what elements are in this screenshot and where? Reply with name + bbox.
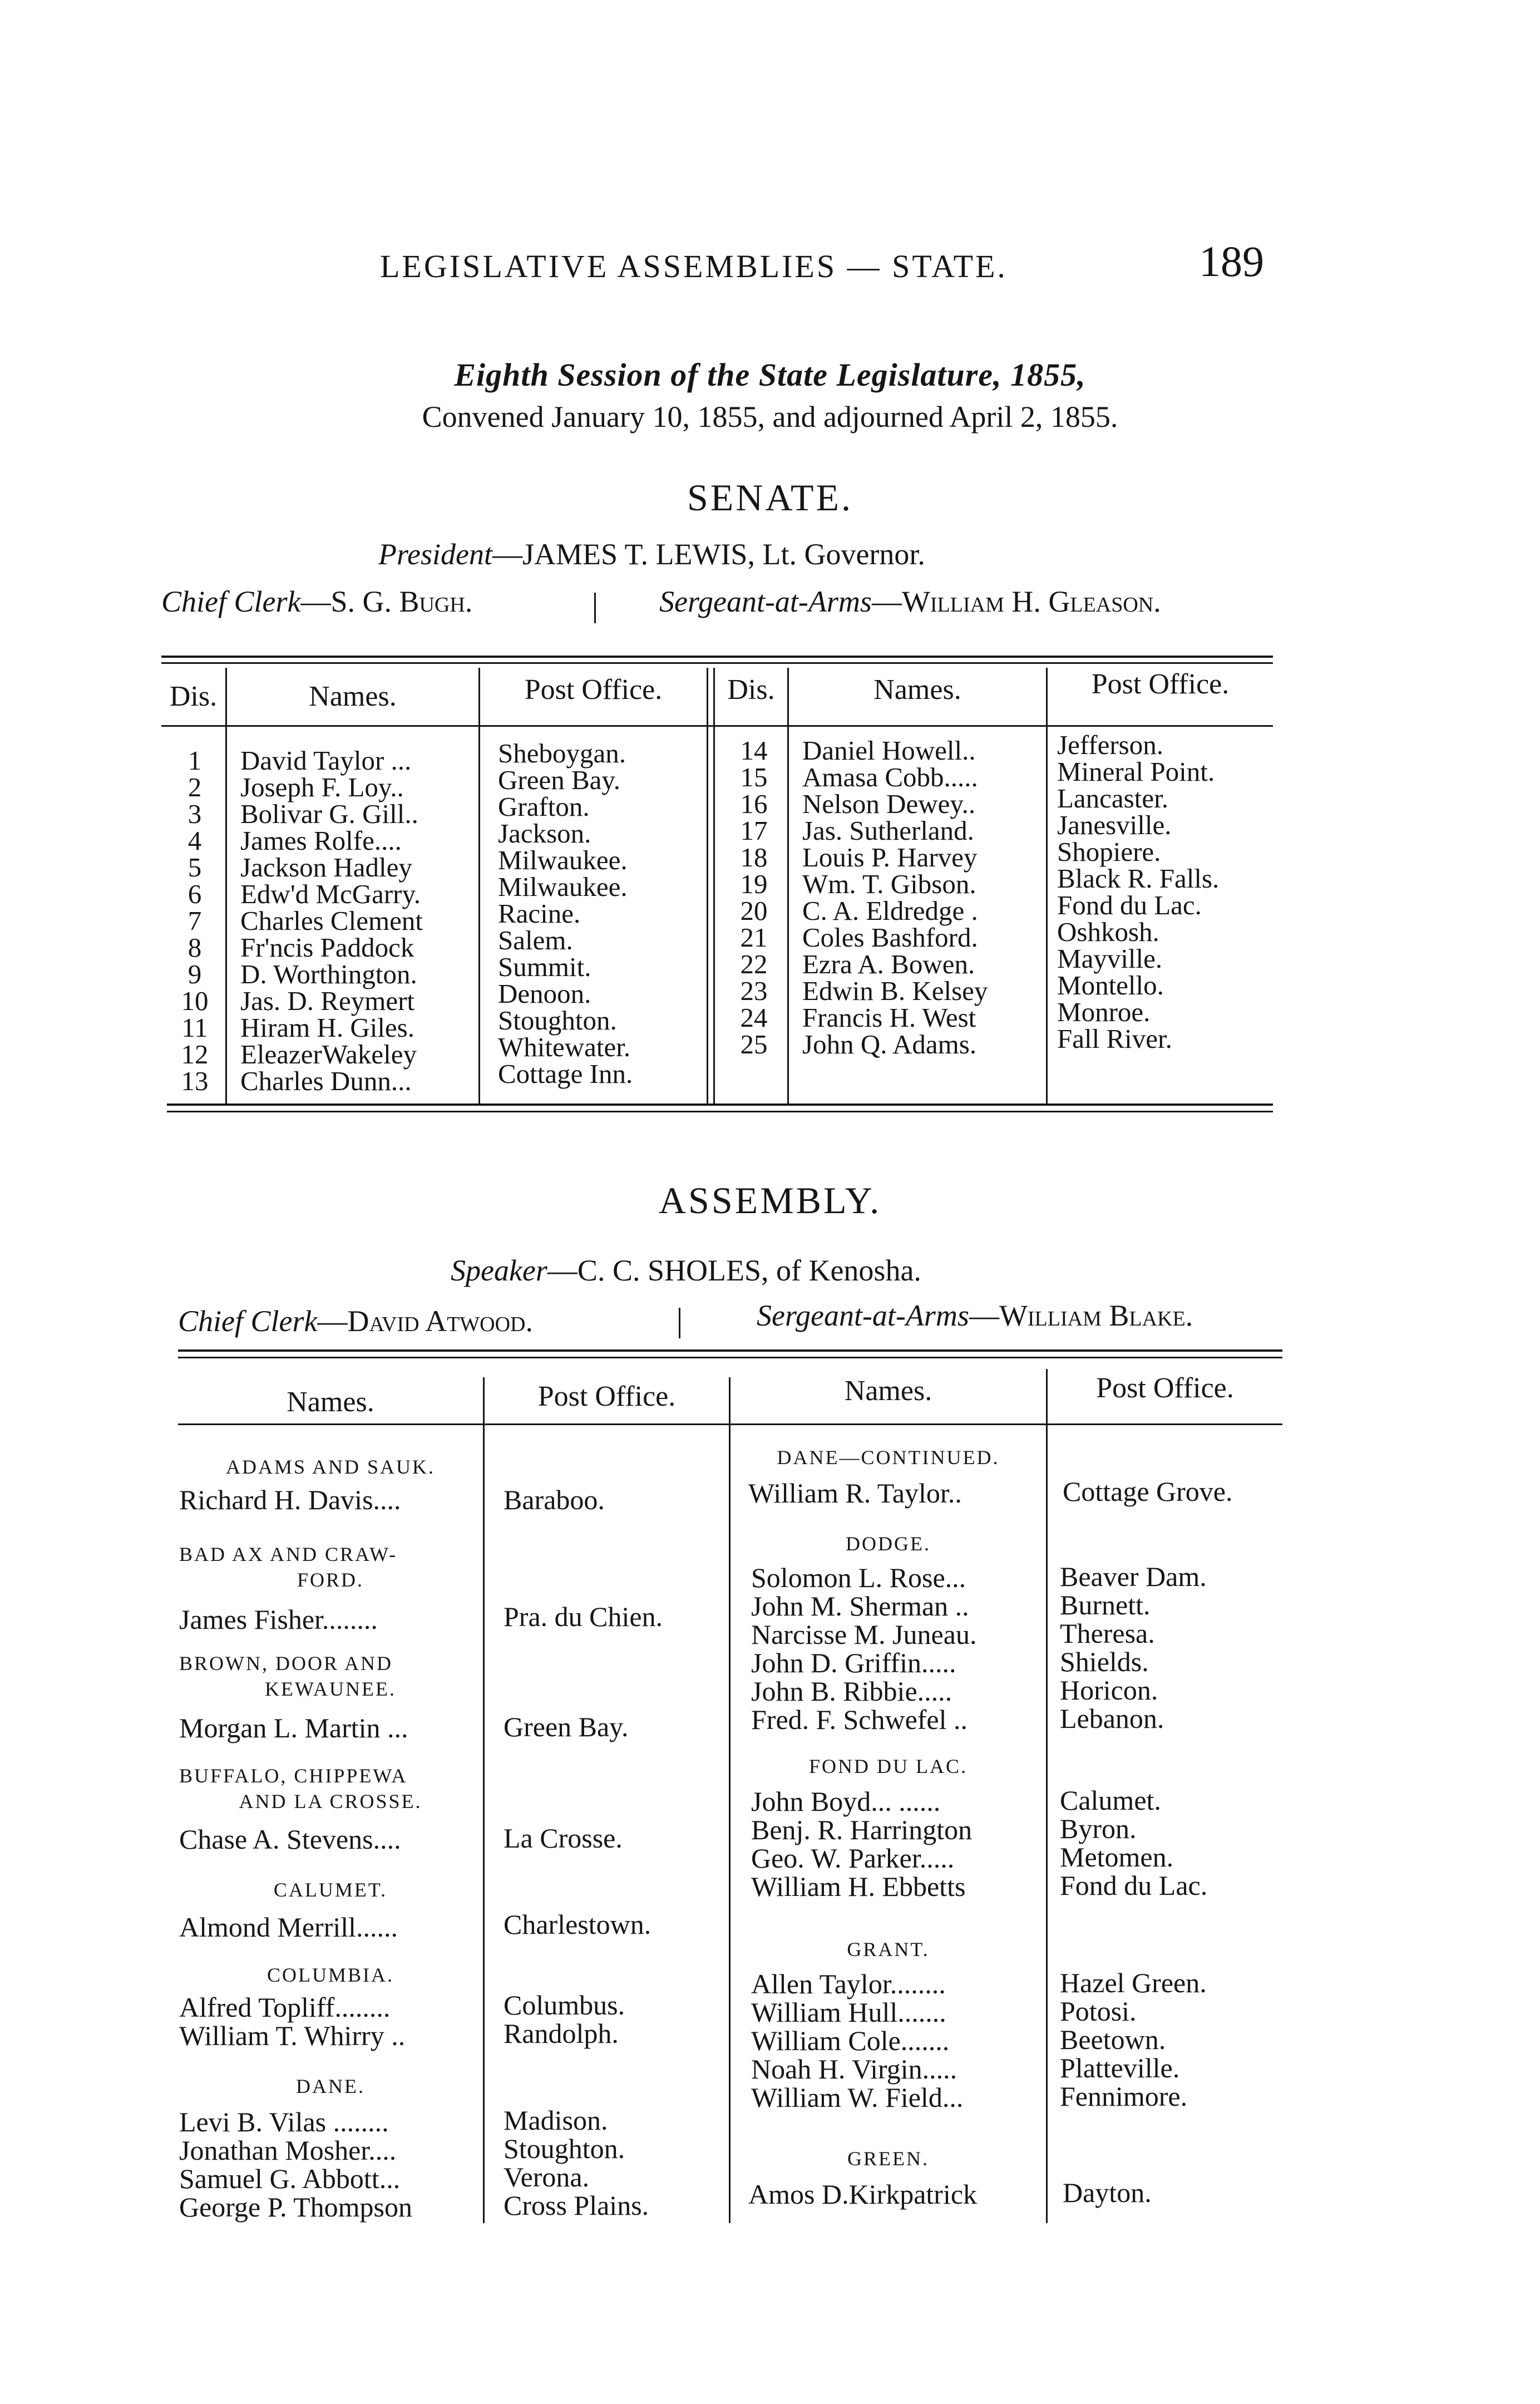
senate-header-names-2: Names. — [873, 674, 961, 706]
assembly-post-office: La Crosse. — [504, 1822, 623, 1854]
assembly-post-offices: Columbus. Randolph. — [504, 1989, 625, 2049]
assembly-post-offices: Beaver Dam. Burnett. Theresa. Shields. Horicon. Lebanon. — [1060, 1561, 1207, 1734]
assembly-members: Solomon L. Rose... John M. Sherman .. Narcisse M. Juneau. John D. Griffin..... John B. Ribbie..... Fred. F. Schwefel .. — [751, 1562, 977, 1735]
assembly-member: William R. Taylor.. — [748, 1477, 962, 1509]
assembly-col-rule — [729, 1377, 730, 2223]
county-heading: ADAMS AND SAUK. — [225, 1456, 436, 1478]
chief-clerk-value: —S. G. Bugh. — [300, 585, 473, 618]
assembly-post-office: Charlestown. — [504, 1909, 651, 1940]
officer-divider — [679, 1308, 680, 1338]
sergeant-label: Sergeant-at-Arms — [659, 585, 872, 618]
county-heading: COLUMBIA. — [266, 1964, 394, 1986]
senate-header-post-office-2: Post Office. — [1091, 668, 1230, 700]
assembly-header-names: Names. — [287, 1386, 374, 1418]
senate-heading: SENATE. — [687, 476, 853, 519]
senate-col-rule — [478, 668, 480, 1104]
assembly-members: Levi B. Vilas ........ Jonathan Mosher.... Samuel G. Abbott... George P. Thompson — [179, 2106, 412, 2223]
president-label: President — [378, 538, 492, 571]
assembly-post-office: Baraboo. — [504, 1484, 605, 1515]
senate-table-top-rule — [161, 656, 1273, 658]
senate-col-rule — [707, 668, 708, 1104]
county-heading: BAD AX AND CRAW- — [179, 1543, 398, 1565]
assembly-chief-clerk — [178, 1304, 533, 1338]
senate-header-dis: Dis. — [169, 681, 218, 712]
senate-header-post-office: Post Office. — [524, 674, 663, 706]
assembly-col-rule — [1046, 1369, 1048, 2223]
president-value: —JAMES T. LEWIS, Lt. Governor. — [492, 538, 925, 571]
county-heading: BUFFALO, CHIPPEWA — [179, 1765, 408, 1787]
senate-sergeant — [659, 584, 1161, 619]
assembly-member: Chase A. Stevens.... — [179, 1824, 401, 1855]
county-heading: DODGE. — [846, 1533, 931, 1555]
senate-table-bottom-rule — [167, 1104, 1273, 1106]
assembly-header-names-2: Names. — [844, 1375, 932, 1407]
county-heading: FOND DU LAC. — [808, 1755, 968, 1777]
senate-chief-clerk — [161, 584, 472, 619]
senate-col-rule — [225, 668, 227, 1104]
senate-header-dis-2: Dis. — [727, 674, 775, 706]
county-heading: GRANT. — [847, 1938, 930, 1960]
senate-right-dis: 14 15 16 17 18 19 20 21 22 23 24 25 — [740, 735, 768, 1060]
senate-header-names: Names. — [309, 681, 397, 712]
assembly-member: James Fisher........ — [179, 1604, 378, 1635]
senate-header-rule — [161, 725, 1273, 727]
session-title: Eighth Session of the State Legislature, 1855, — [454, 357, 1086, 393]
assembly-post-offices: Madison. Stoughton. Verona. Cross Plains. — [504, 2105, 649, 2221]
running-head: LEGISLATIVE ASSEMBLIES — STATE. — [380, 248, 1008, 284]
page-number: 189 — [1199, 237, 1264, 285]
senate-left-dis: 1 2 3 4 5 6 7 8 9 10 11 12 13 — [181, 745, 209, 1096]
speaker-value: —C. C. SHOLES, of Kenosha. — [547, 1254, 921, 1287]
assembly-members: Alfred Topliff........ William T. Whirry .. — [179, 1992, 406, 2051]
county-heading: BROWN, DOOR AND — [179, 1652, 393, 1674]
assembly-table-top-rule-2 — [178, 1357, 1282, 1358]
senate-right-names: Daniel Howell.. Amasa Cobb..... Nelson Dewey.. Jas. Sutherland. Louis P. Harvey Wm. T. Gibson. C. A. Eldredge . Coles Bashford. Ezra A. Bowen. Edwin B. Kelsey Francis H. West John Q. Adams. — [802, 735, 988, 1060]
senate-left-post-office: Sheboygan. Green Bay. Grafton. Jackson. Milwaukee. Milwaukee. Racine. Salem. Summit. Denoon. Stoughton. Whitewater. Cottage Inn. — [498, 738, 633, 1089]
senate-col-rule — [713, 668, 715, 1104]
assembly-post-office: Dayton. — [1063, 2177, 1152, 2208]
county-heading: FORD. — [297, 1569, 364, 1591]
assembly-post-office: Cottage Grove. — [1063, 1476, 1233, 1507]
county-heading: GREEN. — [847, 2147, 929, 2170]
county-heading: AND LA CROSSE. — [239, 1790, 422, 1812]
assembly-col-rule — [483, 1377, 485, 2223]
senate-table-bottom-rule-2 — [167, 1111, 1273, 1112]
assembly-sergeant — [757, 1298, 1193, 1333]
assembly-speaker — [451, 1253, 921, 1288]
officer-divider — [594, 593, 596, 623]
speaker-label: Speaker — [451, 1254, 547, 1287]
assembly-members: John Boyd... ...... Benj. R. Harrington Geo. W. Parker..... William H. Ebbetts — [751, 1786, 973, 1902]
senate-president — [378, 537, 925, 572]
senate-left-names: David Taylor ... Joseph F. Loy.. Bolivar G. Gill.. James Rolfe.... Jackson Hadley Edw'd McGarry. Charles Clement Fr'ncis Paddock D. Worthington. Jas. D. Reymert Hiram H. Giles. EleazerWakeley Charles Dunn... — [240, 745, 423, 1096]
county-heading: CALUMET. — [273, 1879, 388, 1901]
assembly-heading: ASSEMBLY. — [658, 1179, 882, 1221]
senate-col-rule — [1046, 668, 1048, 1104]
assembly-table-top-rule — [178, 1349, 1282, 1352]
county-heading: DANE—CONTINUED. — [777, 1446, 1000, 1469]
senate-table-top-rule-2 — [161, 662, 1273, 664]
chief-clerk-label: Chief Clerk — [161, 585, 301, 618]
senate-right-post-office: Jefferson. Mineral Point. Lancaster. Janesville. Shopiere. Black R. Falls. Fond du Lac. Oshkosh. Mayville. Montello. Monroe. Fall River. — [1057, 730, 1220, 1054]
assembly-member: Amos D.Kirkpatrick — [748, 2179, 978, 2210]
chief-clerk-label: Chief Clerk — [178, 1304, 318, 1338]
sergeant-value: —William Blake. — [969, 1299, 1193, 1332]
assembly-header-post-office: Post Office. — [537, 1381, 676, 1412]
county-heading: DANE. — [296, 2075, 365, 2097]
assembly-members: Allen Taylor........ William Hull....... William Cole....... Noah H. Virgin..... William W. Field... — [751, 1968, 964, 2113]
assembly-header-post-office-2: Post Office. — [1096, 1372, 1234, 1404]
assembly-post-office: Pra. du Chien. — [504, 1601, 663, 1632]
county-heading: KEWAUNEE. — [265, 1678, 396, 1700]
assembly-member: Richard H. Davis.... — [179, 1484, 401, 1515]
assembly-member: Morgan L. Martin ... — [179, 1712, 408, 1743]
sergeant-label: Sergeant-at-Arms — [757, 1299, 969, 1332]
assembly-post-offices: Calumet. Byron. Metomen. Fond du Lac. — [1060, 1785, 1208, 1901]
sergeant-value: —William H. Gleason. — [871, 585, 1161, 618]
assembly-member: Almond Merrill...... — [179, 1912, 398, 1943]
session-subtitle: Convened January 10, 1855, and adjourned April 2, 1855. — [422, 400, 1118, 433]
assembly-post-offices: Hazel Green. Potosi. Beetown. Platteville. Fennimore. — [1060, 1967, 1207, 2112]
assembly-post-office: Green Bay. — [504, 1711, 629, 1742]
chief-clerk-value: —David Atwood. — [317, 1304, 533, 1338]
